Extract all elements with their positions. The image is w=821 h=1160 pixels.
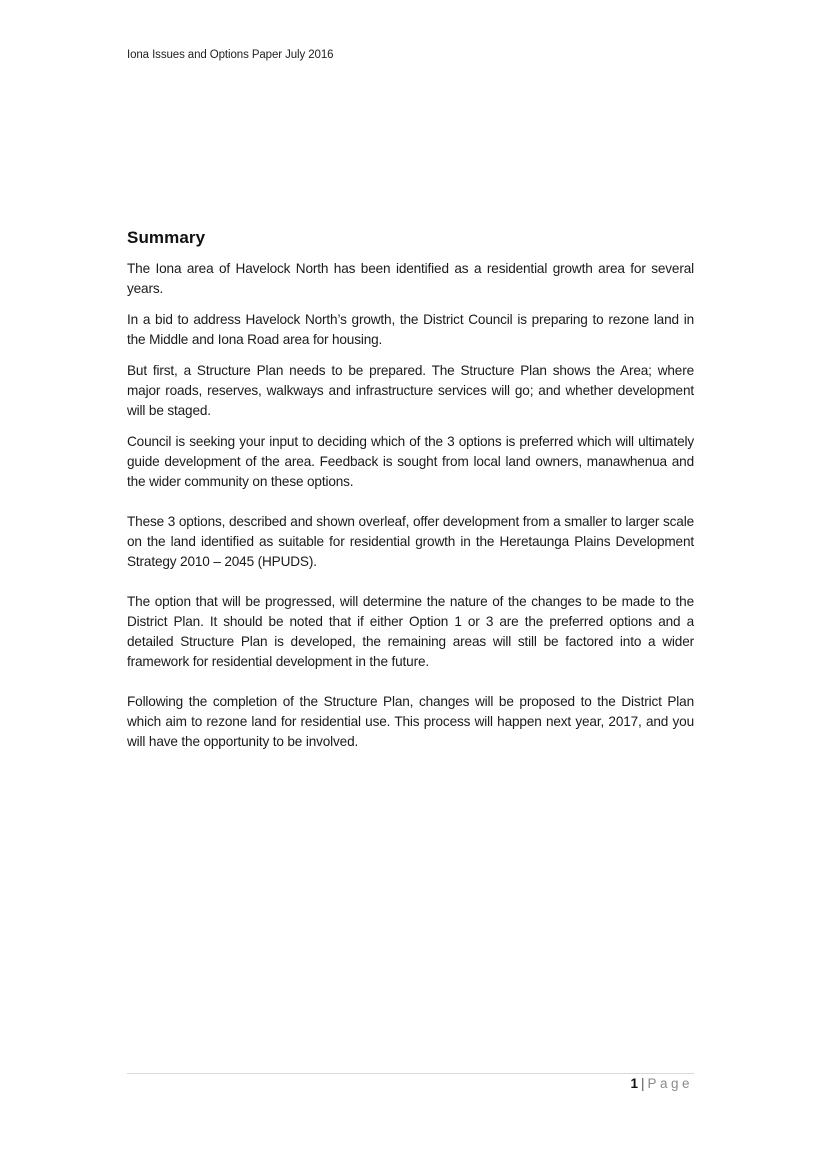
paragraph-next-steps: Following the completion of the Structure Plan, changes will be proposed to the District Plan which aim to rezone land for residential use. This process will happen next year, 2017, and you will have the opportunity to be involved. <box>127 694 694 749</box>
paragraph-structure-plan: But first, a Structure Plan needs to be prepared. The Structure Plan shows the Area; where major roads, reserves, walkways and infrastructure services will go; and whether development will be staged. <box>127 363 694 418</box>
page-footer <box>630 1076 693 1091</box>
page-label: Page <box>647 1076 693 1091</box>
summary-section <box>127 228 694 752</box>
paragraph-rezone: In a bid to address Havelock North’s growth, the District Council is preparing to rezone land in the Middle and Iona Road area for housing. <box>127 312 694 347</box>
paragraph-options: These 3 options, described and shown overleaf, offer development from a smaller to larger scale on the land identified as suitable for residential growth in the Heretaunga Plains Development Strategy 2010 – 2045 (HPUDS). <box>127 514 694 569</box>
running-header: Iona Issues and Options Paper July 2016 <box>127 49 334 61</box>
paragraph-progression: The option that will be progressed, will determine the nature of the changes to be made to the District Plan. It should be noted that if either Option 1 or 3 are the preferred options and a detailed Structure Plan is developed, the remaining areas will still be factored into a wider framework for residential development in the future. <box>127 594 694 669</box>
paragraph-feedback: Council is seeking your input to deciding which of the 3 options is preferred which will ultimately guide development of the area. Feedback is sought from local land owners, manawhenua and the wider community on these options. <box>127 434 694 489</box>
paragraph-intro: The Iona area of Havelock North has been identified as a residential growth area for several years. <box>127 261 694 296</box>
page-number: 1 <box>630 1076 638 1091</box>
section-title: Summary <box>127 228 206 247</box>
footer-divider <box>127 1073 694 1074</box>
page-separator: | <box>640 1076 645 1091</box>
